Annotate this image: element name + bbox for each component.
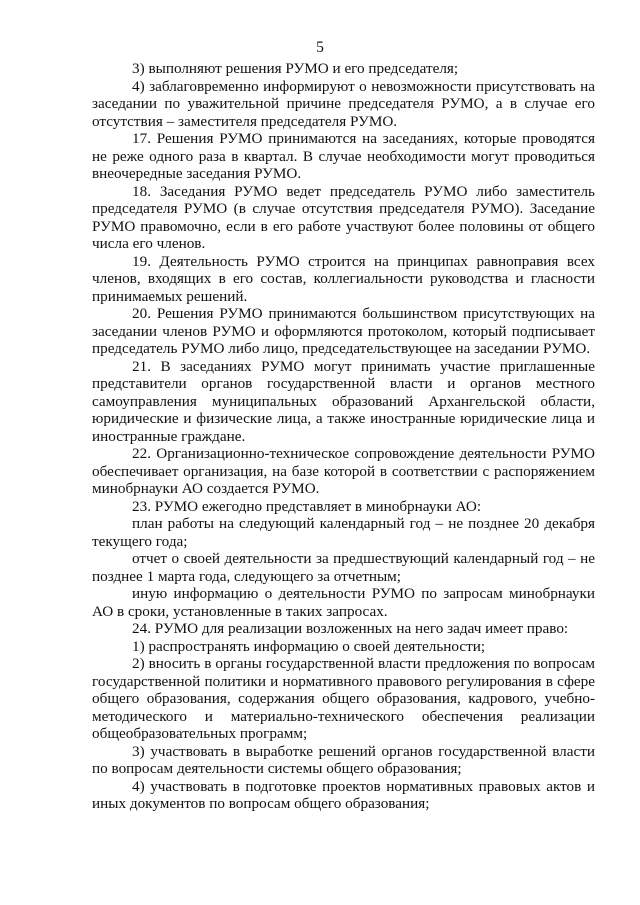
paragraph-19: 19. Деятельность РУМО строится на принципах равноправия всех членов, входящих в его состав, коллегиальности руководства и гласности принимаемых решений. <box>92 252 595 305</box>
paragraph-22: 22. Организационно-техническое сопровождение деятельности РУМО обеспечивает организация, на базе которой в соответствии с распоряжением минобрнауки АО создается РУМО. <box>92 445 595 497</box>
paragraph-24-item-2: 2) вносить в органы государственной власти предложения по вопросам государственной политики и нормативного правового регулирования в сфере общего образования, содержания общего образования, кадрового, учебно-методического и материально-технического обеспечения реализации общеобразовательных программ; <box>92 655 595 742</box>
paragraph-item-3: 3) выполняют решения РУМО и его председателя; <box>132 60 459 77</box>
paragraph-24-item-4: 4) участвовать в подготовке проектов нормативных правовых актов и иных документов по вопросам общего образования; <box>92 777 595 812</box>
paragraph-20: 20. Решения РУМО принимаются большинством присутствующих на заседании членов РУМО и оформляются протоколом, который подписывает председатель РУМО либо лицо, председательствующее на заседании РУМО. <box>92 305 595 357</box>
document-body <box>92 60 595 813</box>
paragraph-23-report: отчет о своей деятельности за предшествующий календарный год – не позднее 1 марта года, следующего за отчетным; <box>92 550 595 585</box>
paragraph-24: 24. РУМО для реализации возложенных на него задач имеет право: <box>132 620 569 637</box>
paragraph-23-plan: план работы на следующий календарный год – не позднее 20 декабря текущего года; <box>92 515 595 550</box>
paragraph-23-other-info: иную информацию о деятельности РУМО по запросам минобрнауки АО в сроки, установленные в таких запросах. <box>92 585 595 620</box>
paragraph-18: 18. Заседания РУМО ведет председатель РУМО либо заместитель председателя РУМО (в случае отсутствия председателя РУМО). Заседание РУМО правомочно, если в его работе участвуют более половины от общего числа его членов. <box>92 182 595 252</box>
page-number: 5 <box>316 39 324 56</box>
paragraph-24-item-3: 3) участвовать в выработке решений органов государственной власти по вопросам деятельности системы общего образования; <box>92 742 595 777</box>
paragraph-23: 23. РУМО ежегодно представляет в минобрнауки АО: <box>132 497 482 515</box>
paragraph-17: 17. Решения РУМО принимаются на заседаниях, которые проводятся не реже одного раза в квартал. В случае необходимости могут проводиться внеочередные заседания РУМО. <box>92 130 595 182</box>
paragraph-24-item-1: 1) распространять информацию о своей деятельности; <box>132 637 486 655</box>
paragraph-21: 21. В заседаниях РУМО могут принимать участие приглашенные представители органов государственной власти и органов местного самоуправления муниципальных образований Архангельской области, юридические и физические лица, а также иностранные юридические лица и иностранные граждане. <box>92 357 595 445</box>
paragraph-item-4: 4) заблаговременно информируют о невозможности присутствовать на заседании по уважительной причине председателя РУМО, а в случае его отсутствия – заместителя председателя РУМО. <box>92 77 595 130</box>
